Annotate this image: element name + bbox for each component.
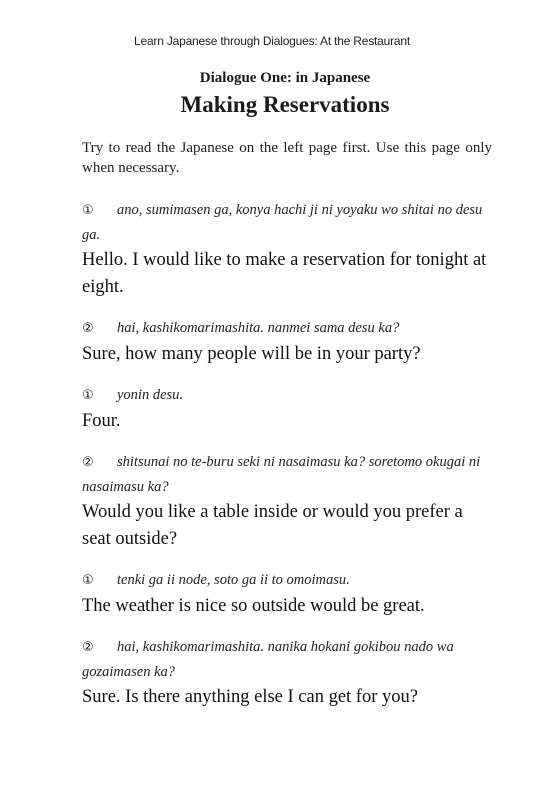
japanese-text: tenki ga ii node, soto ga ii to omoimasu.: [117, 572, 350, 588]
dialogue-exchange: [82, 383, 494, 435]
english-translation: Sure, how many people will be in your party?: [82, 344, 421, 364]
japanese-text: hai, kashikomarimashita. nanika hokani gokibou nado wa gozaimasen ka?: [82, 639, 454, 680]
japanese-line: [82, 383, 494, 408]
japanese-line: [82, 568, 494, 593]
japanese-line: [82, 450, 494, 499]
speaker-two-marker: ②: [82, 455, 94, 470]
intro-paragraph: Try to read the Japanese on the left page first. Use this page only when necessary.: [82, 140, 492, 176]
dialogue-exchange: [82, 635, 494, 711]
dialogue-exchange: [82, 568, 494, 620]
english-translation: Four.: [82, 411, 121, 431]
japanese-text: shitsunai no te-buru seki ni nasaimasu ka? soretomo okugai ni nasaimasu ka?: [82, 454, 481, 495]
english-translation: Hello. I would like to make a reservation for tonight at eight.: [82, 250, 487, 297]
dialogue-exchange: [82, 198, 494, 301]
japanese-text: yonin desu.: [117, 387, 184, 403]
english-translation: Would you like a table inside or would you prefer a seat outside?: [82, 502, 463, 549]
speaker-one-marker: ①: [82, 388, 94, 403]
dialogue-exchange: [82, 316, 494, 368]
japanese-line: [82, 635, 494, 684]
speaker-two-marker: ②: [82, 640, 94, 655]
speaker-one-marker: ①: [82, 203, 94, 218]
dialogue-list: [82, 198, 494, 726]
speaker-two-marker: ②: [82, 321, 94, 336]
japanese-line: [82, 198, 494, 247]
page-title: Making Reservations: [180, 92, 390, 117]
english-translation: Sure. Is there anything else I can get for you?: [82, 687, 418, 707]
dialogue-exchange: [82, 450, 494, 553]
dialogue-subtitle: Dialogue One: in Japanese: [199, 70, 371, 86]
japanese-line: [82, 316, 494, 341]
running-head: Learn Japanese through Dialogues: At the Restaurant: [134, 34, 410, 48]
japanese-text: ano, sumimasen ga, konya hachi ji ni yoyaku wo shitai no desu ga.: [82, 202, 483, 243]
english-translation: The weather is nice so outside would be great.: [82, 596, 425, 616]
japanese-text: hai, kashikomarimashita. nanmei sama desu ka?: [117, 320, 400, 336]
speaker-one-marker: ①: [82, 573, 94, 588]
